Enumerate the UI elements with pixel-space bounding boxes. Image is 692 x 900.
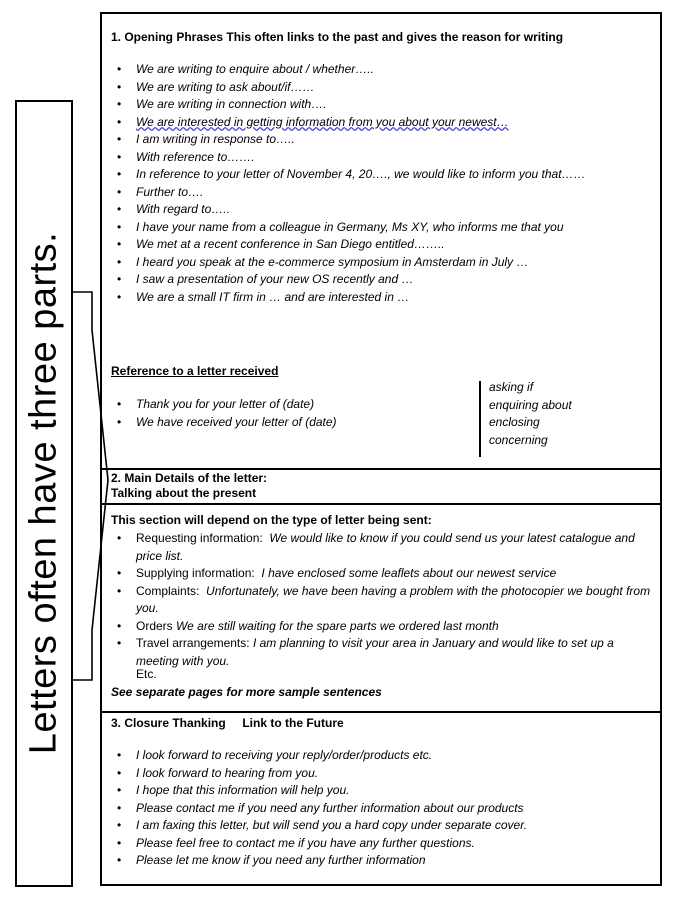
list-item [111, 565, 651, 583]
main-details-list [111, 530, 651, 670]
list-item: • We have received your letter of (date) [111, 414, 471, 432]
list-item: • We are writing to ask about/if…… [111, 79, 641, 97]
section-main-details [102, 503, 660, 711]
main-details-heading-line1: 2. Main Details of the letter: [111, 471, 268, 485]
side-title: Letters often have three parts. [22, 231, 65, 755]
list-item: • We met at a recent conference in San Diego entitled…….. [111, 236, 641, 254]
main-details-heading [111, 471, 267, 501]
list-item [111, 635, 651, 670]
reference-heading: Reference to a letter received [111, 364, 279, 378]
item-example: We would like to know if you could send us your latest catalogue and price list. [136, 531, 635, 563]
reference-option: concerning [489, 432, 548, 447]
list-item: • I am writing in response to….. [111, 131, 641, 149]
list-item: • We are writing to enquire about / whether….. [111, 61, 641, 79]
closure-phrase-list [111, 747, 651, 870]
list-item: • Further to…. [111, 184, 641, 202]
list-item: • I heard you speak at the e-commerce symposium in Amsterdam in July … [111, 254, 641, 272]
list-item: • In reference to your letter of November 4, 20…., we would like to inform you that…… [111, 166, 641, 184]
list-item: • With reference to……. [111, 149, 641, 167]
letter-guide-document [100, 12, 662, 886]
list-item: • Please feel free to contact me if you have any further questions. [111, 835, 651, 853]
item-example: I have enclosed some leaflets about our newest service [261, 566, 557, 580]
item-example: Unfortunately, we have been having a problem with the photocopier we bought from you. [136, 583, 651, 615]
item-label: Complaints: [136, 583, 200, 598]
item-label: Travel arrangements: [136, 636, 250, 650]
list-item: • With regard to….. [111, 201, 641, 219]
reference-phrase-list [111, 396, 471, 431]
list-item: • I hope that this information will help you. [111, 782, 651, 800]
reference-options [489, 379, 572, 449]
list-item: • I look forward to receiving your reply/order/products etc. [111, 747, 651, 765]
main-details-intro: This section will depend on the type of letter being sent: [111, 513, 432, 527]
section-opening [102, 14, 660, 468]
list-item: • We are writing in connection with…. [111, 96, 641, 114]
section-main-details-header [102, 468, 660, 503]
reference-option: asking if [489, 380, 534, 394]
sample-sentences-note: See separate pages for more sample sentences [111, 685, 382, 699]
opening-phrase-list [111, 61, 641, 306]
etc-text: Etc. [136, 667, 157, 681]
item-example: We are still waiting for the spare parts we ordered last month [176, 618, 499, 633]
item-label: Requesting information: [136, 531, 263, 545]
item-label: Supplying information: [136, 566, 255, 580]
reference-option: enclosing [489, 415, 540, 429]
reference-option: enquiring about [489, 397, 572, 412]
list-item: • We are a small IT firm in … and are interested in … [111, 289, 641, 307]
opening-heading: 1. Opening Phrases This often links to the past and gives the reason for writing [111, 30, 564, 44]
list-item: • I saw a presentation of your new OS recently and … [111, 271, 641, 289]
list-item [111, 114, 641, 132]
list-item: • I am faxing this letter, but will send you a hard copy under separate cover. [111, 817, 651, 835]
section-closure [102, 711, 660, 884]
closure-heading: 3. Closure Thanking Link to the Future [111, 716, 344, 730]
item-label: Orders [136, 618, 173, 633]
list-item-text: We are interested in getting information from you about your newest… [136, 114, 509, 129]
item-example: I am planning to visit your area in January and would like to set up a meeting with you. [136, 636, 614, 668]
list-item: • Please let me know if you need any further information [111, 852, 651, 870]
main-details-heading-line2: Talking about the present [111, 486, 257, 500]
list-item [111, 583, 651, 618]
reference-divider [479, 381, 481, 457]
list-item: • I have your name from a colleague in Germany, Ms XY, who informs me that you [111, 219, 641, 237]
list-item: • Thank you for your letter of (date) [111, 396, 471, 414]
list-item: • I look forward to hearing from you. [111, 765, 651, 783]
list-item: • Please contact me if you need any further information about our products [111, 800, 651, 818]
list-item [111, 530, 651, 565]
list-item [111, 618, 651, 636]
